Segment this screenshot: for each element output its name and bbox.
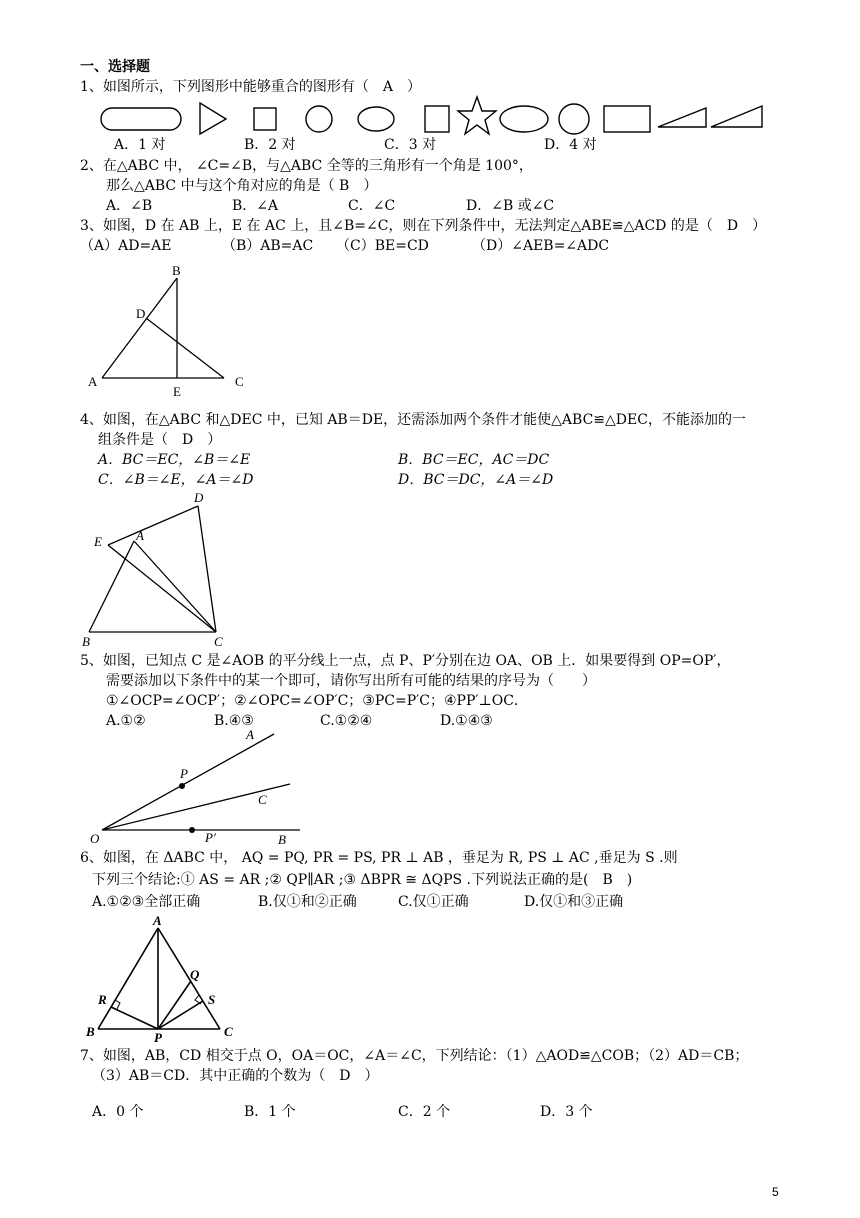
triangle-right-shape [200, 103, 226, 134]
q6-option-b: B.仅①和②正确 [258, 894, 357, 910]
q5-stem-2: 需要添加以下条件中的某一个即可，请你写出所有可能的结果的序号为（ ） [106, 673, 596, 689]
label-c: C [258, 792, 267, 807]
q1-stem: 1、如图所示，下列图形中能够重合的图形有（ A ） [80, 79, 422, 95]
segment-dc [198, 506, 216, 632]
large-ellipse-shape [500, 106, 548, 132]
q1-option-d: D．4 对 [544, 137, 597, 153]
q5-option-b: B.④③ [214, 713, 254, 729]
label-e: E [94, 534, 102, 549]
q7-stem-2: （3）AB＝CD．其中正确的个数为（ D ） [92, 1068, 379, 1084]
q1-option-a: A．1 对 [114, 137, 166, 153]
ray-oc [102, 784, 290, 830]
label-c: C [214, 634, 223, 649]
q4-option-b: B．BC＝EC，AC＝DC [398, 452, 550, 468]
label-b: B [82, 634, 90, 649]
right-angle-mark-r [115, 1000, 120, 1009]
q6-option-a: A.①②③全部正确 [92, 894, 201, 910]
q7-option-c: C．2 个 [398, 1104, 451, 1120]
q2-option-d: D．∠B 或∠C [466, 198, 555, 214]
rounded-rectangle-shape [101, 108, 181, 130]
q7-option-b: B．1 个 [244, 1104, 296, 1120]
q4-triangles-figure [80, 488, 240, 650]
q4-option-c: C．∠B＝∠E，∠A＝∠D [98, 472, 254, 488]
right-triangle-shape-2 [711, 106, 762, 127]
q5-option-c: C.①②④ [320, 713, 373, 729]
q1-option-b: B．2 对 [244, 137, 296, 153]
segment-ec [108, 545, 216, 632]
label-a: A [153, 913, 162, 928]
segment-ac [134, 541, 216, 632]
label-a: A [88, 374, 98, 389]
q5-option-a: A.①② [106, 713, 146, 729]
q3-option-c: （C）BE=CD [336, 238, 429, 254]
q6-option-c: C.仅①正确 [398, 894, 469, 910]
segment-ba [89, 541, 134, 632]
q7-stem: 7、如图，AB，CD 相交于点 O，OA＝OC，∠A＝∠C，下列结论：（1）△AOD≌△COB；（2）AD＝CB； [80, 1048, 749, 1064]
q5-stem: 5、如图，已知点 C 是∠AOB 的平分线上一点，点 P、P′分别在边 OA、OB 上．如果要得到 OP=OP′， [80, 653, 731, 669]
point-p [179, 783, 185, 789]
q4-stem-2: 组条件是（ D ） [98, 432, 222, 448]
label-b: B [86, 1024, 95, 1039]
segment-ab [98, 928, 158, 1029]
small-ellipse-shape [358, 107, 394, 131]
page-number: 5 [772, 1185, 779, 1199]
q4-option-d: D．BC＝DC，∠A＝∠D [398, 472, 554, 488]
q1-option-c: C．3 对 [384, 137, 437, 153]
q4-option-a: A．BC＝EC，∠B＝∠E [98, 452, 251, 468]
label-a: A [136, 528, 144, 543]
segment-ps [158, 1001, 203, 1029]
q2-option-a: A．∠B [106, 198, 153, 214]
label-s: S [208, 992, 216, 1007]
label-b: B [278, 832, 286, 847]
point-p-prime [189, 827, 195, 833]
q6-triangle-figure [84, 912, 244, 1044]
ray-oa [102, 734, 274, 830]
q6-option-d: D.仅①和③正确 [524, 894, 624, 910]
square-shape [425, 106, 449, 132]
label-o: O [90, 831, 100, 846]
label-e: E [173, 384, 181, 399]
q2-option-c: C．∠C [348, 198, 396, 214]
label-r: R [98, 992, 107, 1007]
q7-option-a: A．0 个 [92, 1104, 144, 1120]
q5-option-d: D.①④③ [440, 713, 493, 729]
q4-stem: 4、如图，在△ABC 和△DEC 中，已知 AB＝DE，还需添加两个条件才能使△ABC≌△DEC，不能添加的一 [80, 412, 746, 428]
q7-option-d: D．3 个 [540, 1104, 593, 1120]
label-p: P [154, 1030, 162, 1044]
label-c: C [224, 1024, 233, 1039]
label-c: C [235, 374, 244, 389]
segment-pq [158, 981, 191, 1029]
label-d: D [136, 306, 146, 321]
circle-shape-2 [559, 104, 589, 134]
segment-ac [158, 928, 220, 1029]
segment-dc [146, 318, 224, 378]
label-b: B [172, 263, 181, 278]
q6-stem: 6、如图，在 ΔABC 中， AQ = PQ, PR = PS, PR ⊥ AB ，垂足为 R, PS ⊥ AC ,垂足为 S .则 [80, 850, 678, 866]
segment-pr [111, 1007, 158, 1029]
label-q: Q [190, 967, 200, 982]
q3-option-a: （A）AD=AE [80, 238, 172, 254]
right-triangle-shape-1 [658, 108, 706, 127]
q3-stem: 3、如图，D 在 AB 上，E 在 AC 上，且∠B=∠C，则在下列条件中，无法判定△ABE≌△ACD 的是（ D ） [80, 218, 767, 234]
q3-triangle-figure [84, 260, 264, 400]
segment-ed [108, 506, 198, 545]
rectangle-shape [604, 106, 650, 132]
star-shape [458, 97, 496, 134]
circle-shape [306, 106, 332, 132]
small-square-shape [254, 108, 276, 130]
label-p-prime: P′ [205, 830, 216, 845]
q2-stem-2: 那么△ABC 中与这个角对应的角是（ B ） [106, 178, 378, 194]
q5-angle-figure [88, 726, 308, 850]
section-title: 一、选择题 [80, 59, 150, 75]
label-d: D [194, 490, 204, 505]
q2-option-b: B．∠A [232, 198, 279, 214]
label-a: A [246, 727, 254, 742]
q6-stem-2: 下列三个结论:① AS = AR ;② QP∥AR ;③ ΔBPR ≅ ΔQPS .下列说法正确的是( B ) [92, 872, 633, 888]
q5-stem-3: ①∠OCP=∠OCP′；②∠OPC=∠OP′C；③PC=P′C；④PP′⊥OC． [106, 693, 528, 709]
q3-option-d: （D）∠AEB=∠ADC [472, 238, 610, 254]
q3-option-b: （B）AB=AC [222, 238, 314, 254]
q1-shapes-figure [96, 94, 766, 138]
segment-ab [102, 278, 177, 378]
q2-stem: 2、在△ABC 中， ∠C=∠B，与△ABC 全等的三角形有一个角是 100°， [80, 158, 533, 174]
label-p: P [180, 766, 188, 781]
